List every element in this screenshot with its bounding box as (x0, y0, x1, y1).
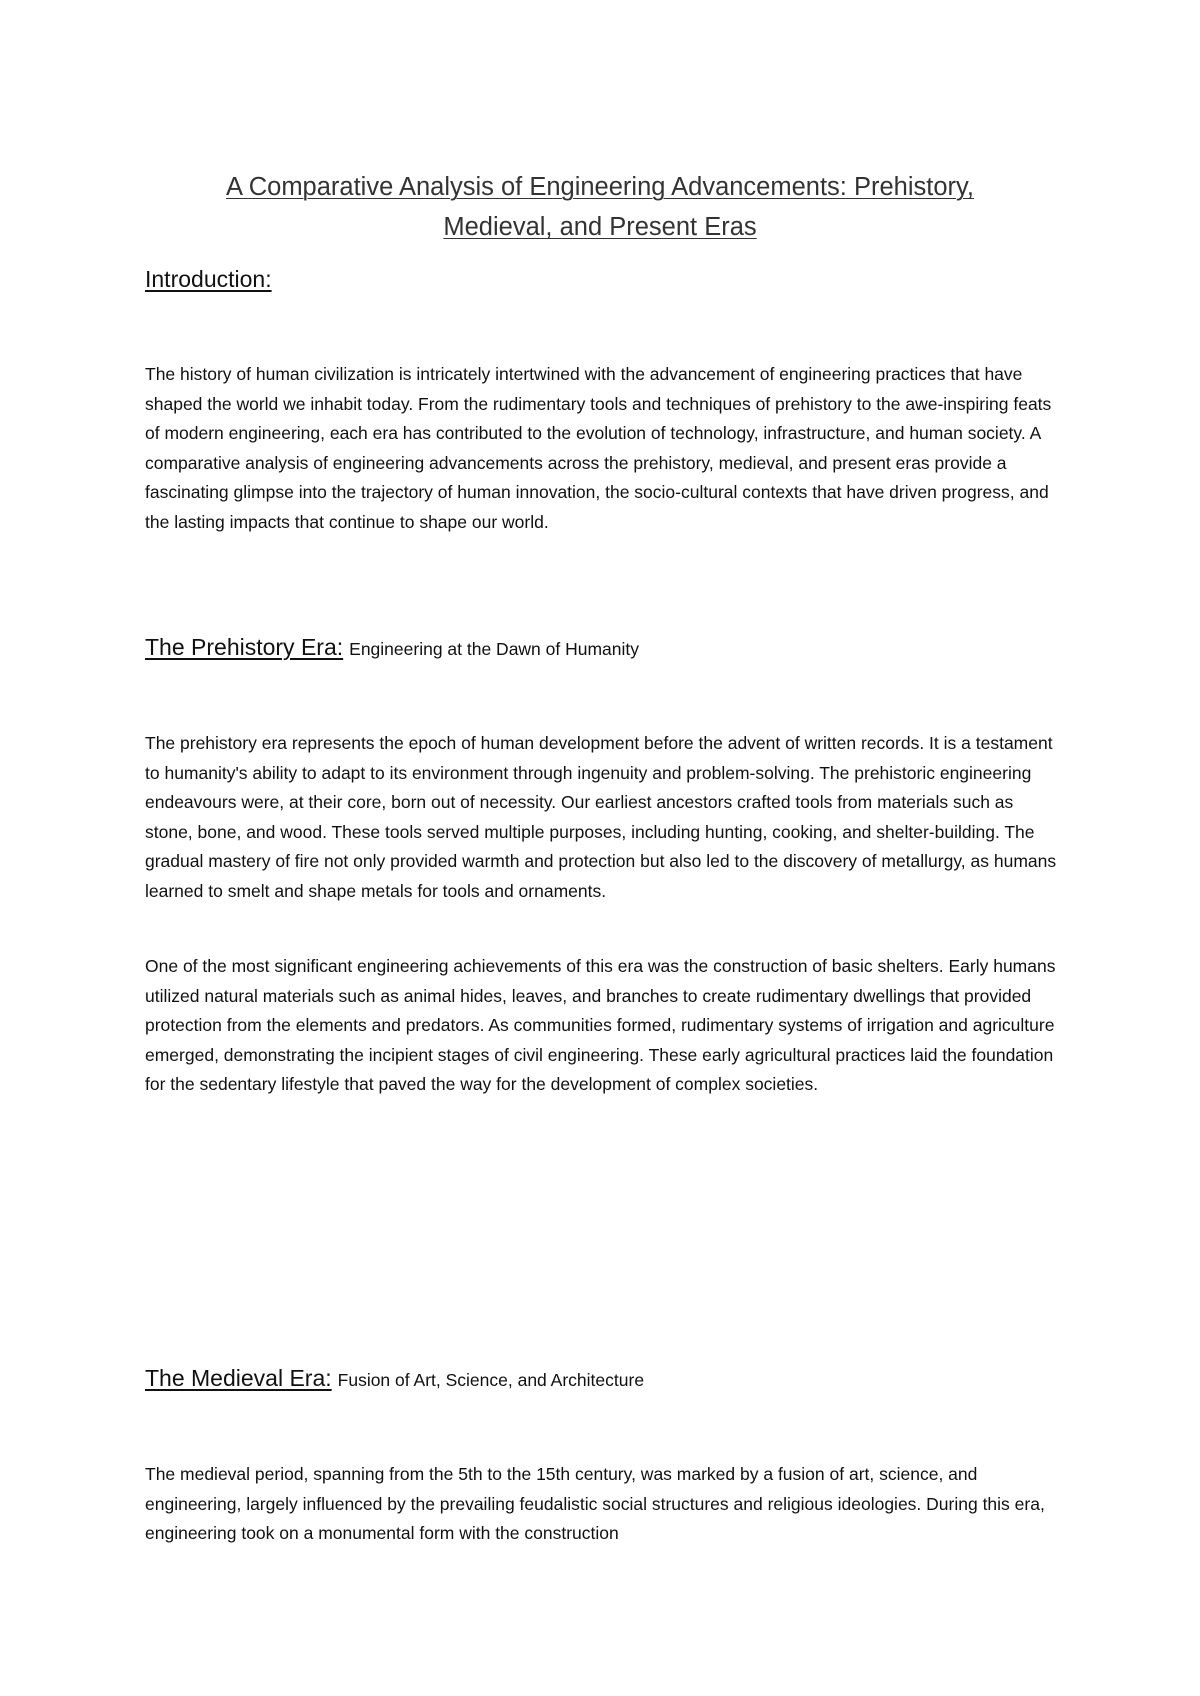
intro-heading-text: Introduction: (145, 266, 272, 292)
medieval-heading (145, 1365, 644, 1392)
title-line-1: A Comparative Analysis of Engineering Advancements: Prehistory, (226, 173, 974, 201)
prehistory-paragraph-2: One of the most significant engineering achievements of this era was the construction of basic shelters. Early humans utilized natural materials such as animal hides, leaves, and branches to create rudimentary dwellings that provided protection from the elements and predators. As communities formed, rudimentary systems of irrigation and agriculture emerged, demonstrating the incipient stages of civil engineering. These early agricultural practices laid the foundation for the sedentary lifestyle that paved the way for the development of complex societies. (145, 956, 1056, 1094)
document-title (150, 167, 1050, 247)
prehistory-heading-text: The Prehistory Era: (145, 634, 344, 660)
title-line-2: Medieval, and Present Eras (443, 213, 757, 241)
prehistory-heading (145, 634, 639, 661)
medieval-subheading: Fusion of Art, Science, and Architecture (337, 1370, 645, 1390)
medieval-heading-text: The Medieval Era: (145, 1365, 332, 1391)
medieval-paragraph-1: The medieval period, spanning from the 5th to the 15th century, was marked by a fusion of art, science, and engineering, largely influenced by the prevailing feudalistic social structures and religious ideologies. During this era, engineering took on a monumental form with the construction (145, 1464, 1045, 1543)
intro-heading (145, 266, 272, 293)
prehistory-paragraph-1: The prehistory era represents the epoch of human development before the advent of written records. It is a testament to humanity's ability to adapt to its environment through ingenuity and problem-solving. The prehistoric engineering endeavours were, at their core, born out of necessity. Our earliest ancestors crafted tools from materials such as stone, bone, and wood. These tools served multiple purposes, including hunting, cooking, and shelter-building. The gradual mastery of fire not only provided warmth and protection but also led to the discovery of metallurgy, as humans learned to smelt and shape metals for tools and ornaments. (145, 733, 1057, 901)
intro-paragraph: The history of human civilization is intricately intertwined with the advancement of engineering practices that have shaped the world we inhabit today. From the rudimentary tools and techniques of prehistory to the awe-inspiring feats of modern engineering, each era has contributed to the evolution of technology, infrastructure, and human society. A comparative analysis of engineering advancements across the prehistory, medieval, and present eras provide a fascinating glimpse into the trajectory of human innovation, the socio-cultural contexts that have driven progress, and the lasting impacts that continue to shape our world. (145, 364, 1052, 532)
prehistory-subheading: Engineering at the Dawn of Humanity (349, 639, 640, 659)
